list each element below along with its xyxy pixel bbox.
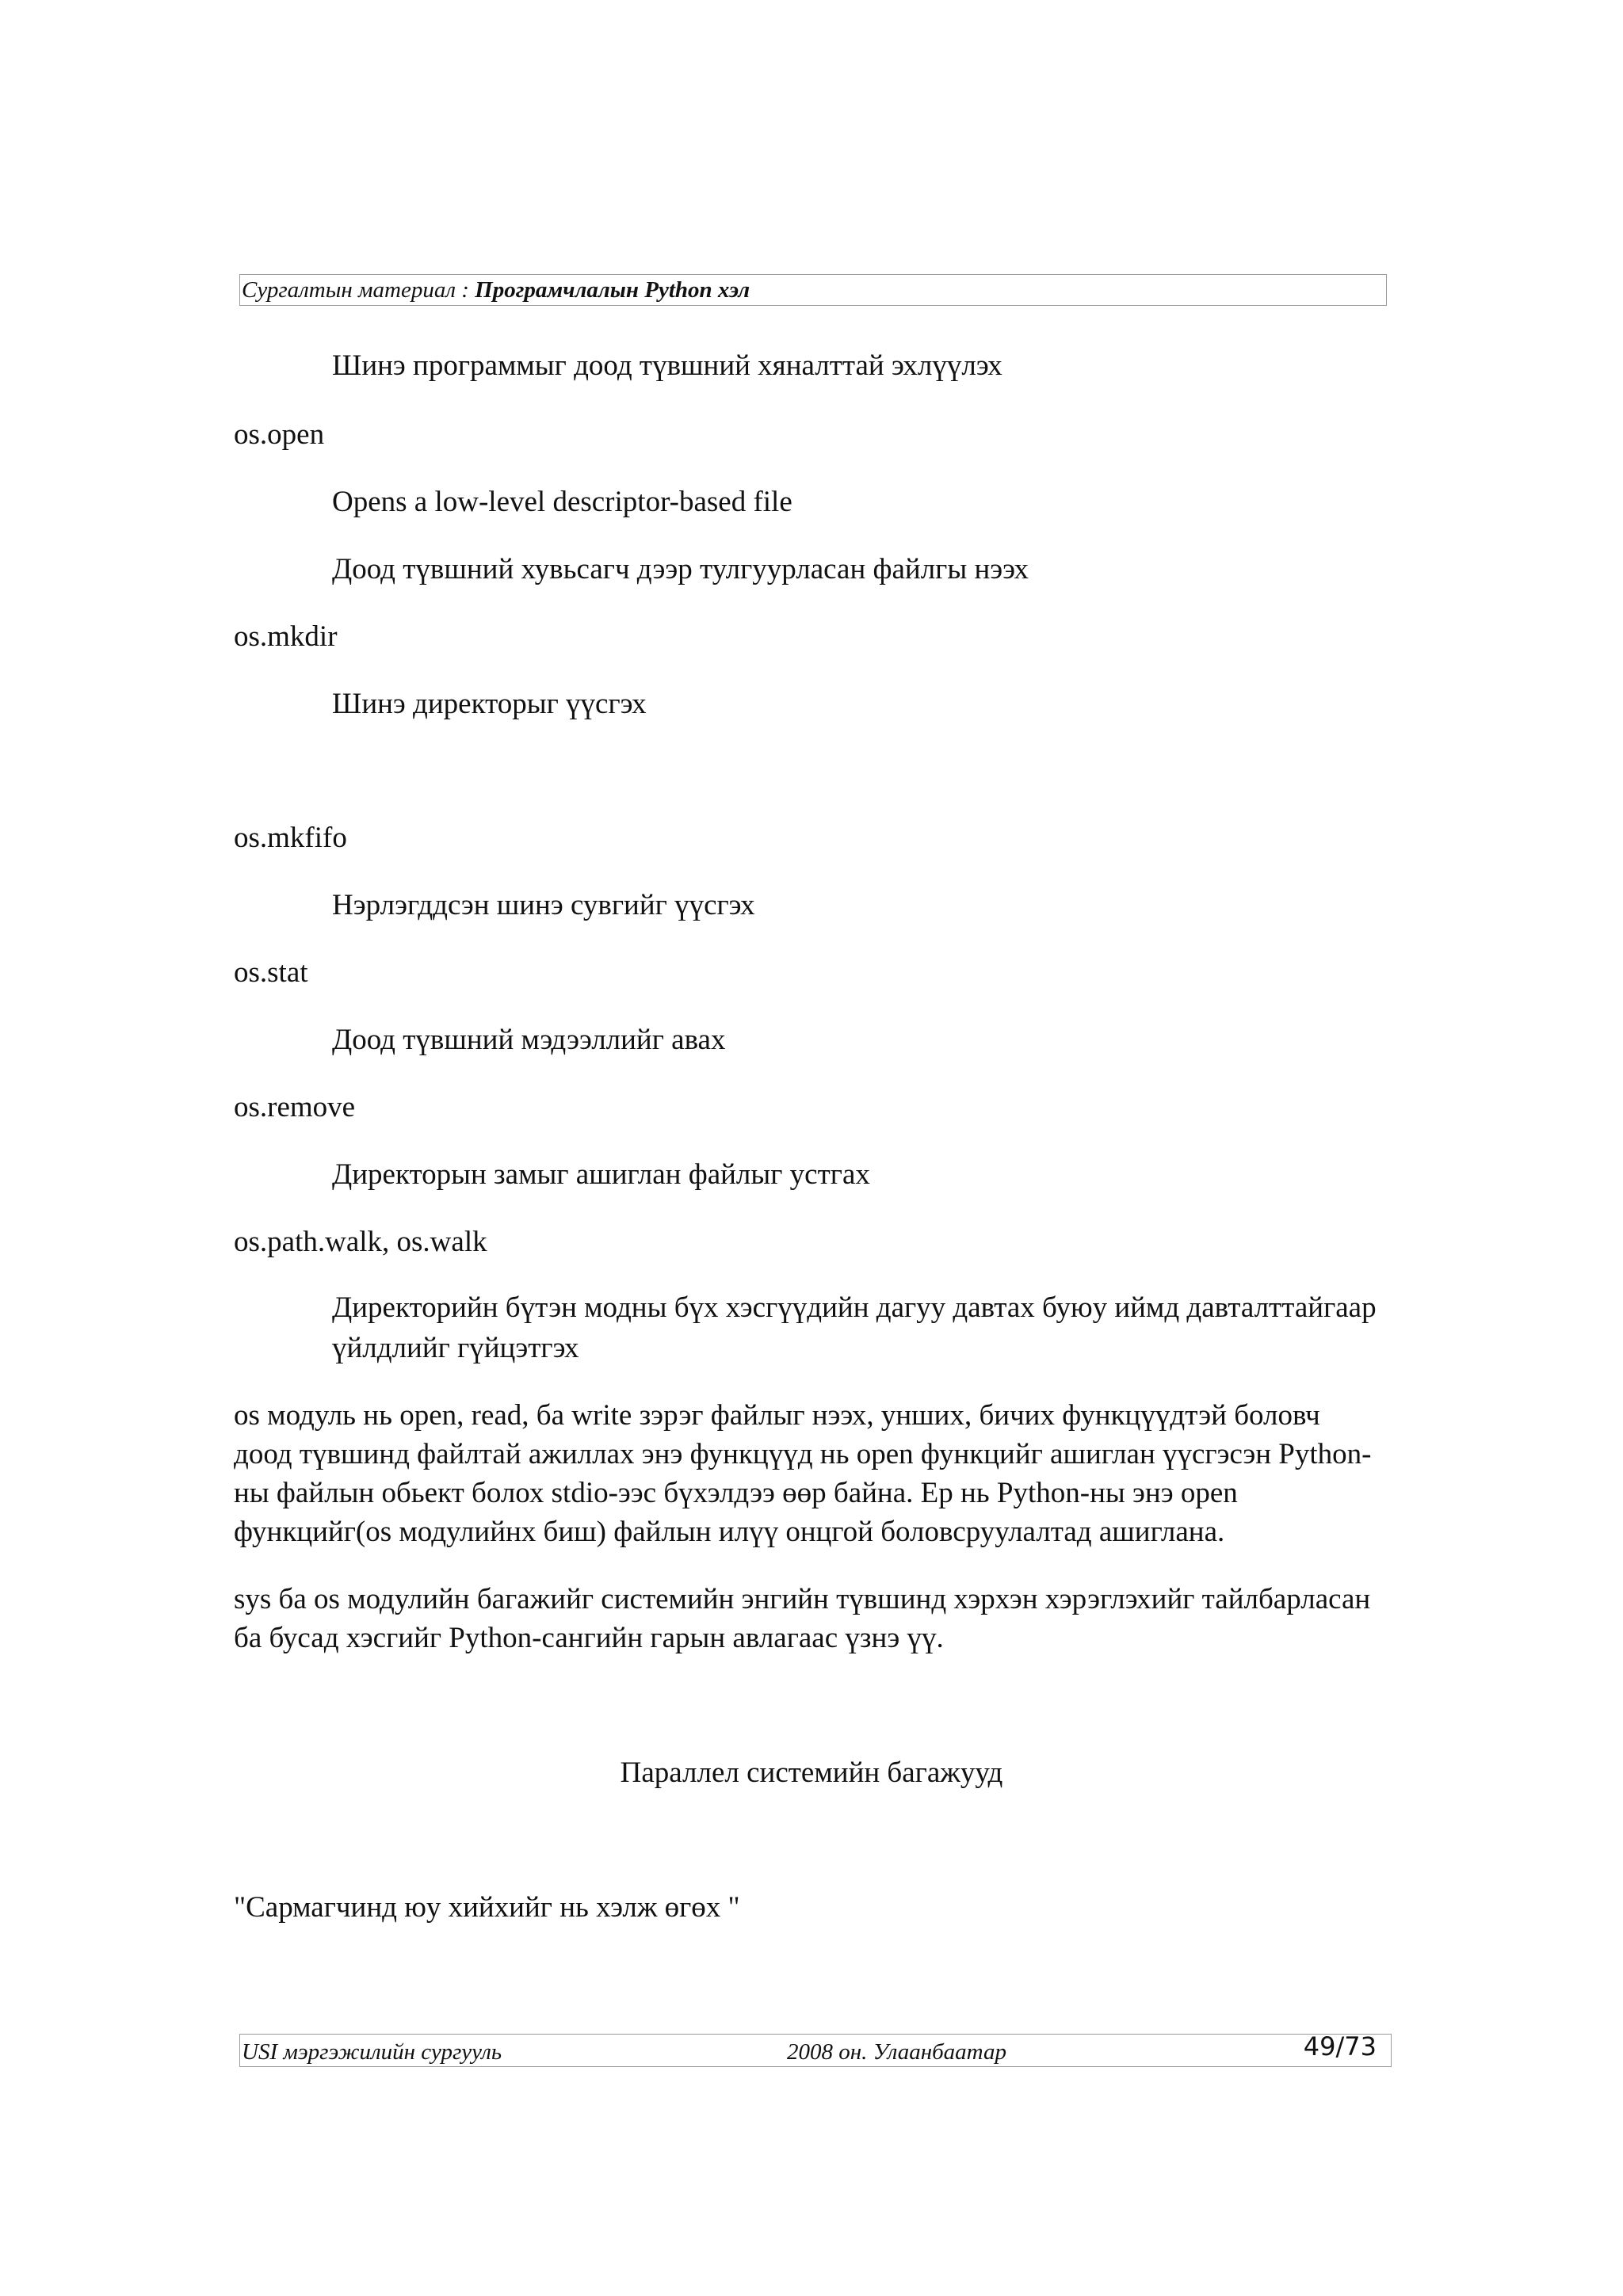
description-line: Нэрлэгддсэн шинэ сувгийг үүсгэх	[332, 889, 755, 921]
running-header	[239, 274, 1387, 306]
function-name: os.path.walk, os.walk	[234, 1226, 487, 1258]
description-line: Доод түвшний хувьсагч дээр тулгуурласан файлгы нээх	[332, 553, 1029, 585]
footer-school: USI мэргэжилийн сургууль	[242, 2039, 502, 2065]
section-heading: Параллел системийн багажууд	[620, 1756, 1003, 1789]
description-line: Директорийн бүтэн модны бүх хэсгүүдийн дагуу давтах буюу иймд давталттайгаар	[332, 1291, 1377, 1324]
description-line: Директорын замыг ашиглан файлыг устгах	[332, 1158, 870, 1191]
description-line: Opens a low-level descriptor-based file	[332, 486, 792, 518]
function-name: os.stat	[234, 956, 308, 989]
function-name: os.remove	[234, 1091, 356, 1123]
epigraph: "Сармагчинд юу хийхийг нь хэлж өгөх "	[234, 1891, 740, 1924]
paragraph-line: os модуль нь open, read, ба write зэрэг файлыг нээх, унших, бичих функцүүдтэй боловч	[234, 1399, 1320, 1432]
paragraph-line: функцийг(os модулийнх биш) файлын илүү онцгой боловсруулалтад ашиглана.	[234, 1516, 1225, 1548]
function-name: os.open	[234, 418, 325, 451]
paragraph-line: ба бусад хэсгийг Python-сангийн гарын авлагаас үзнэ үү.	[234, 1622, 944, 1654]
paragraph-line: доод түвшинд файлтай ажиллах энэ функцүүд нь open функцийг ашиглан үүсгэсэн Python-	[234, 1438, 1372, 1470]
function-name: os.mkdir	[234, 620, 338, 653]
footer-year-city: 2008 он. Улаанбаатар	[787, 2039, 1006, 2065]
running-footer	[239, 2031, 1392, 2067]
paragraph-line: ны файлын обьект болох stdio-ээс бүхэлдээ өөр байна. Ер нь Python-ны энэ open	[234, 1477, 1238, 1509]
header-title: Програмчлалын Python хэл	[475, 277, 750, 303]
paragraph-line: sys ба os модулийн багажийг системийн энгийн түвшинд хэрхэн хэрэглэхийг тайлбарласан	[234, 1583, 1371, 1615]
description-line: Шинэ директорыг үүсгэх	[332, 688, 647, 720]
description-line: үйлдлийг гүйцэтгэх	[332, 1332, 579, 1364]
page-number: 49/73	[1303, 2031, 1377, 2061]
header-prefix: Сургалтын материал :	[242, 277, 475, 303]
description-line: Шинэ программыг доод түвшний хяналттай эхлүүлэх	[332, 349, 1002, 382]
description-line: Доод түвшний мэдээллийг авах	[332, 1024, 726, 1056]
function-name: os.mkfifo	[234, 822, 347, 854]
